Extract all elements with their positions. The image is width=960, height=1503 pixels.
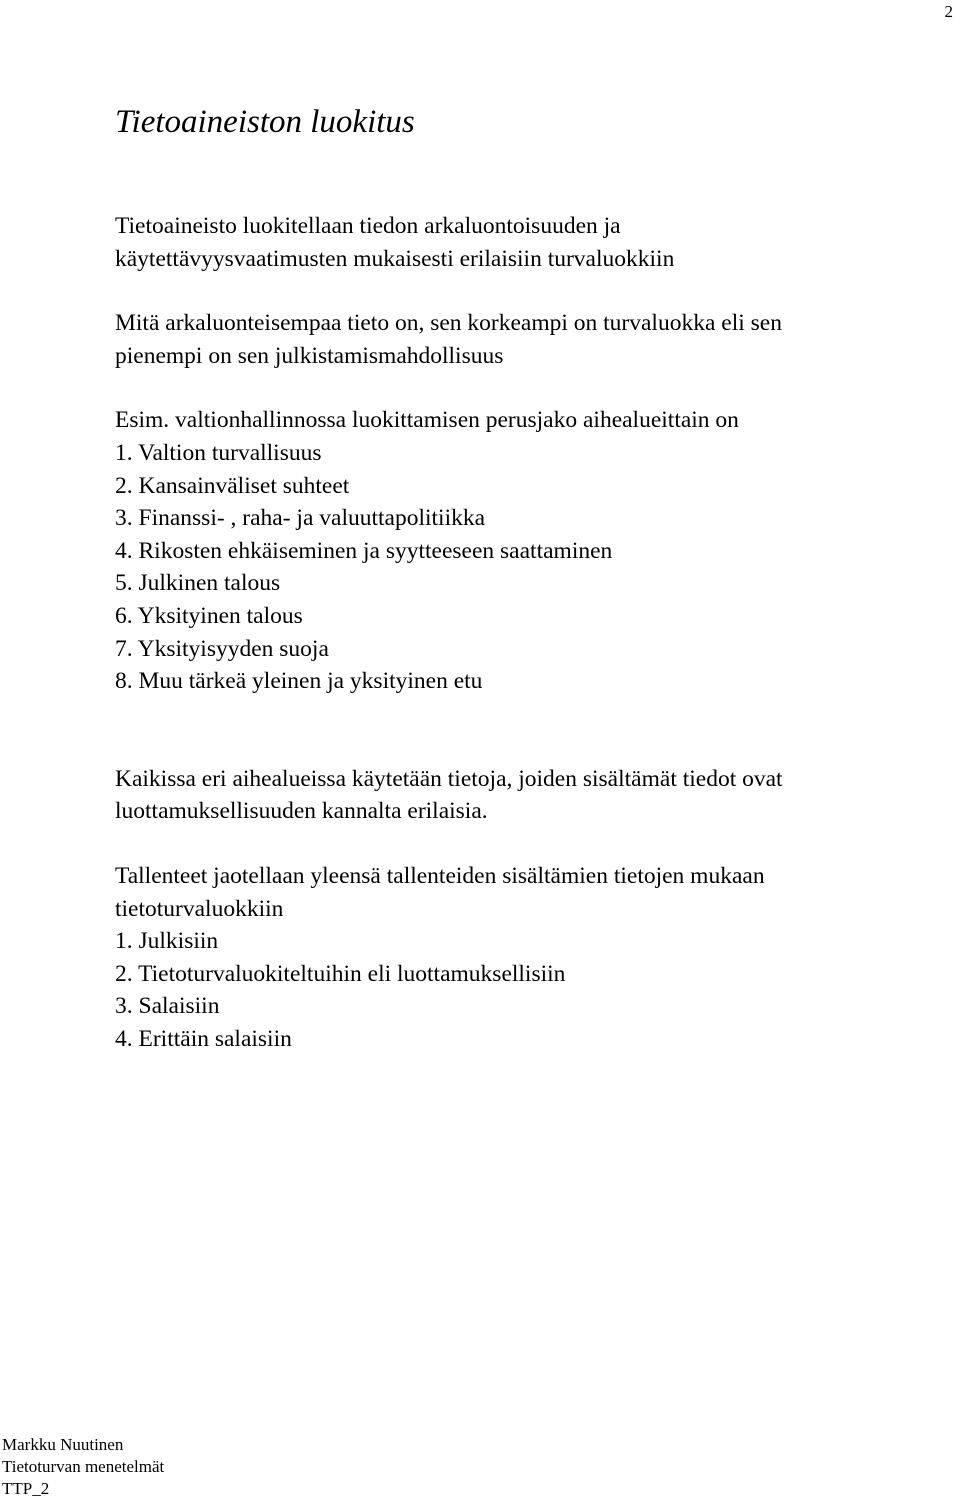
list-item: 6. Yksityinen talous bbox=[115, 602, 303, 629]
page-footer bbox=[2, 1434, 164, 1500]
footer-course: Tietoturvan menetelmät bbox=[2, 1457, 165, 1476]
text-line: luottamuksellisuuden kannalta erilaisia. bbox=[115, 798, 488, 825]
text-line: Kaikissa eri aihealueissa käytetään tietoja, joiden sisältämät tiedot ovat bbox=[115, 765, 783, 792]
footer-author: Markku Nuutinen bbox=[2, 1435, 124, 1454]
page-number: 2 bbox=[944, 2, 953, 21]
text-line: Tietoaineisto luokitellaan tiedon arkaluontoisuuden ja bbox=[115, 213, 621, 239]
paragraph-subject-areas bbox=[115, 404, 935, 697]
list-item: 1. Valtion turvallisuus bbox=[115, 439, 322, 466]
list-item: 1. Julkisiin bbox=[115, 928, 219, 955]
text-line: käytettävyysvaatimusten mukaisesti erilaisiin turvaluokkiin bbox=[115, 245, 675, 272]
paragraph-classification-intro bbox=[115, 210, 935, 275]
paragraph-confidentiality bbox=[115, 763, 935, 828]
list-item: 4. Rikosten ehkäiseminen ja syytteeseen saattaminen bbox=[115, 537, 613, 564]
footer-code: TTP_2 bbox=[2, 1479, 50, 1498]
list-item: 8. Muu tärkeä yleinen ja yksityinen etu bbox=[115, 668, 483, 695]
list-item: 4. Erittäin salaisiin bbox=[115, 1025, 292, 1052]
list-item: 5. Julkinen talous bbox=[115, 570, 281, 597]
list-item: 2. Kansainväliset suhteet bbox=[115, 472, 350, 499]
list-item: 3. Salaisiin bbox=[115, 993, 220, 1020]
text-line: pienempi on sen julkistamismahdollisuus bbox=[115, 342, 504, 369]
text-line: Tallenteet jaotellaan yleensä tallenteiden sisältämien tietojen mukaan bbox=[115, 862, 765, 889]
list-item: 3. Finanssi- , raha- ja valuuttapolitiikka bbox=[115, 505, 486, 532]
text-line: tietoturvaluokkiin bbox=[115, 895, 284, 922]
paragraph-record-classes bbox=[115, 860, 935, 1056]
text-line: Esim. valtionhallinnossa luokittamisen perusjako aihealueittain on bbox=[115, 407, 739, 434]
page-title: Tietoaineiston luokitus bbox=[115, 104, 415, 140]
list-item: 7. Yksityisyyden suoja bbox=[115, 635, 329, 662]
document-body bbox=[115, 210, 935, 1055]
list-item: 2. Tietoturvaluokiteltuihin eli luottamuksellisiin bbox=[115, 960, 566, 987]
text-line: Mitä arkaluonteisempaa tieto on, sen korkeampi on turvaluokka eli sen bbox=[115, 310, 782, 337]
paragraph-sensitivity bbox=[115, 307, 935, 372]
